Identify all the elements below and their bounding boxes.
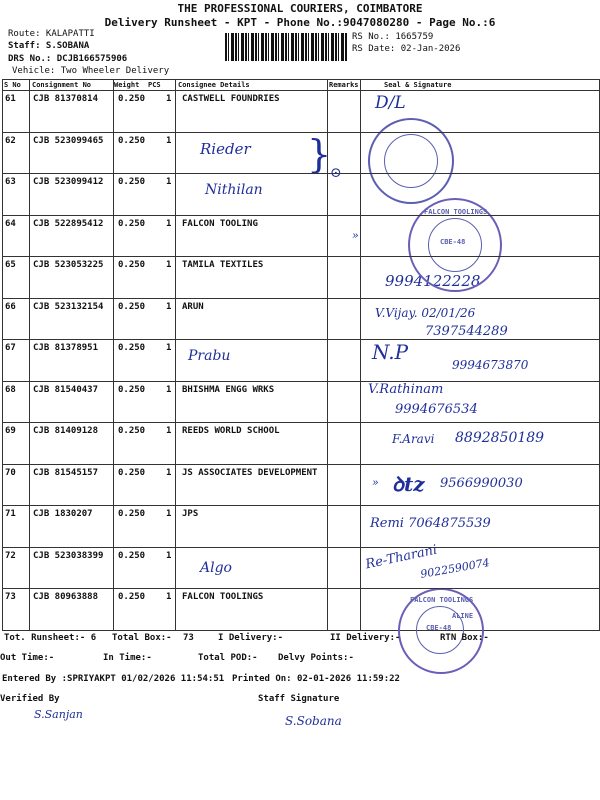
rs-date: RS Date: 02-Jan-2026 (352, 44, 461, 54)
row-pcs: 1 (166, 343, 172, 353)
row-pcs: 1 (166, 467, 172, 478)
i-delivery: I Delivery:- (218, 633, 284, 643)
row-consignee: TAMILA TEXTILES (182, 260, 264, 270)
row-divider (2, 339, 600, 340)
total-runsheet: Tot. Runsheet:- 6 (4, 633, 97, 643)
stamp-text: FALCON TOOLINGS (410, 596, 474, 604)
staff: Staff: S.SOBANA (8, 41, 90, 51)
handwritten-name: Prabu (188, 348, 231, 364)
row-consignment: CJB 81370814 (33, 94, 99, 104)
verified-by: Verified By (0, 694, 60, 704)
handwritten-name: Algo (200, 560, 232, 576)
handwritten-dl: D/L (375, 93, 406, 113)
row-weight: 0.250 (118, 467, 146, 478)
barcode (225, 33, 347, 61)
row-consignee: ARUN (182, 301, 204, 312)
falcon-stamp (408, 198, 502, 292)
row-consignment: CJB 81545157 (33, 467, 99, 478)
handwritten-signature: V.Vijay. 02/01/26 (375, 306, 476, 320)
col-border (2, 80, 3, 631)
row-pcs: 1 (166, 94, 172, 104)
row-weight: 0.250 (118, 343, 146, 353)
row-pcs: 1 (166, 260, 172, 270)
row-consignee: CASTWELL FOUNDRIES (182, 94, 280, 104)
handwritten-scribble: ꝺtz (392, 472, 425, 496)
company-name: THE PROFESSIONAL COURIERS, COIMBATORE (177, 2, 423, 15)
row-consignment: CJB 523132154 (33, 301, 104, 312)
col-consignment: Consignment No (32, 81, 92, 89)
row-divider (2, 464, 600, 465)
row-sno: 72 (5, 550, 16, 561)
row-weight: 0.250 (118, 260, 146, 270)
row-sno: 61 (5, 94, 16, 104)
row-divider (2, 173, 600, 174)
rtn-box: RTN Box:- (440, 633, 489, 643)
row-pcs: 1 (166, 550, 172, 561)
handwritten-signature: V.Rathinam (368, 382, 444, 397)
row-pcs: 1 (166, 509, 172, 519)
row-divider (2, 256, 600, 257)
brace-mark: } (307, 132, 332, 176)
row-consignment: CJB 81409128 (33, 426, 99, 436)
row-divider (2, 505, 600, 506)
handwritten-phone: 9994122228 (385, 272, 481, 290)
row-pcs: 1 (166, 426, 172, 436)
row-weight: 0.250 (118, 135, 146, 146)
row-consignment: CJB 80963888 (33, 592, 99, 602)
row-pcs: 1 (166, 135, 172, 146)
handwritten-name: Nithilan (205, 182, 263, 198)
row-sno: 65 (5, 260, 16, 270)
row-weight: 0.250 (118, 592, 146, 602)
tick-mark: » (352, 229, 359, 242)
row-consignment: CJB 1830207 (33, 509, 93, 519)
drs-number: DRS No.: DCJB166575906 (8, 54, 128, 64)
row-pcs: 1 (166, 384, 172, 395)
runsheet-subtitle: Delivery Runsheet - KPT - Phone No.:9047080280 - Page No.:6 (104, 16, 496, 29)
handwritten-signature: Re-Tharani (364, 542, 439, 573)
row-consignee: BHISHMA ENGG WRKS (182, 384, 275, 395)
row-weight: 0.250 (118, 550, 146, 561)
total-box-value: 73 (183, 633, 194, 643)
row-sno: 68 (5, 384, 16, 395)
row-consignee: FALCON TOOLING (182, 218, 258, 229)
row-weight: 0.250 (118, 509, 146, 519)
row-weight: 0.250 (118, 426, 146, 436)
row-sno: 69 (5, 426, 16, 436)
row-weight: 0.250 (118, 177, 146, 187)
printed-on: Printed On: 02-01-2026 11:59:22 (232, 674, 400, 684)
row-divider (2, 132, 600, 133)
row-consignment: CJB 81540437 (33, 384, 99, 395)
col-consignee: Consignee Details (178, 81, 250, 89)
col-border (175, 80, 176, 631)
table-bottom-border (2, 630, 600, 631)
stamp-inner-ring (384, 134, 438, 188)
handwritten-phone: 7397544289 (425, 324, 508, 339)
handwritten-phone: 9566990030 (440, 476, 523, 491)
col-remarks: Remarks (329, 81, 359, 89)
col-weight: Weight (114, 81, 140, 89)
row-divider (2, 422, 600, 423)
verified-signature: S.Sanjan (34, 708, 83, 721)
row-sno: 73 (5, 592, 16, 602)
row-pcs: 1 (166, 592, 172, 602)
row-weight: 0.250 (118, 384, 146, 395)
row-divider (2, 215, 600, 216)
row-consignee: REEDS WORLD SCHOOL (182, 426, 280, 436)
staff-signature-label: Staff Signature (258, 694, 340, 704)
row-divider (2, 588, 600, 589)
handwritten-phone: 8892850189 (455, 430, 545, 446)
table-top-border (2, 79, 600, 80)
delvy-points: Delvy Points:- (278, 653, 354, 663)
circled-mark: ⊙ (330, 165, 342, 181)
col-border (29, 80, 30, 631)
tick-mark: » (372, 476, 379, 489)
handwritten-signature: Remi 7064875539 (370, 516, 491, 531)
row-weight: 0.250 (118, 94, 146, 104)
row-sno: 67 (5, 343, 16, 353)
entered-by: Entered By :SPRIYAKPT 01/02/2026 11:54:51 (2, 674, 225, 684)
handwritten-name: Rieder (200, 140, 251, 158)
row-consignment: CJB 523053225 (33, 260, 104, 270)
in-time: In Time:- (103, 653, 152, 663)
row-consignment: CJB 523038399 (33, 550, 104, 561)
handwritten-phone: 9994676534 (395, 402, 478, 417)
row-weight: 0.250 (118, 218, 146, 229)
handwritten-initials: N.P (372, 340, 409, 364)
col-sno: S No (4, 81, 21, 89)
row-consignee: JPS (182, 509, 199, 519)
stamp-text: CBE-48 (426, 624, 452, 632)
staff-signature-handwritten: S.Sobana (285, 714, 342, 728)
handwritten-signature: F.Aravi (392, 432, 435, 446)
handwritten-phone: 9022590074 (419, 556, 491, 581)
row-sno: 71 (5, 509, 16, 519)
row-pcs: 1 (166, 177, 172, 187)
row-divider (2, 381, 600, 382)
vehicle: Vehicle: Two Wheeler Delivery (12, 66, 170, 76)
row-consignment: CJB 81378951 (33, 343, 99, 353)
row-consignment: CJB 522895412 (33, 218, 104, 229)
out-time: Out Time:- (0, 653, 55, 663)
row-sno: 63 (5, 177, 16, 187)
col-seal: Seal & Signature (384, 81, 452, 89)
col-pcs: PCS (148, 81, 161, 89)
row-sno: 70 (5, 467, 16, 478)
stamp-text: FALCON TOOLINGS (424, 208, 488, 216)
row-divider (2, 547, 600, 548)
row-pcs: 1 (166, 218, 172, 229)
falcon-stamp-bottom (398, 588, 484, 674)
row-consignee: FALCON TOOLINGS (182, 592, 264, 602)
rs-number: RS No.: 1665759 (352, 32, 434, 42)
header-bottom-border (2, 90, 600, 91)
row-consignment: CJB 523099465 (33, 135, 104, 146)
handwritten-phone: 9994673870 (452, 358, 529, 372)
stamp-text: ALINE (452, 612, 474, 620)
row-pcs: 1 (166, 301, 172, 312)
row-weight: 0.250 (118, 301, 146, 312)
row-sno: 62 (5, 135, 16, 146)
stamp-text: CBE-48 (440, 238, 466, 246)
row-sno: 64 (5, 218, 16, 229)
row-sno: 66 (5, 301, 16, 312)
ii-delivery: II Delivery:- (330, 633, 401, 643)
row-consignee: JS ASSOCIATES DEVELOPMENT (182, 467, 318, 478)
total-pod: Total POD:- (198, 653, 258, 663)
route: Route: KALAPATTI (8, 29, 95, 39)
col-border (113, 80, 114, 631)
row-consignment: CJB 523099412 (33, 177, 104, 187)
col-border (360, 80, 361, 631)
row-divider (2, 298, 600, 299)
total-box-label: Total Box:- (112, 633, 172, 643)
